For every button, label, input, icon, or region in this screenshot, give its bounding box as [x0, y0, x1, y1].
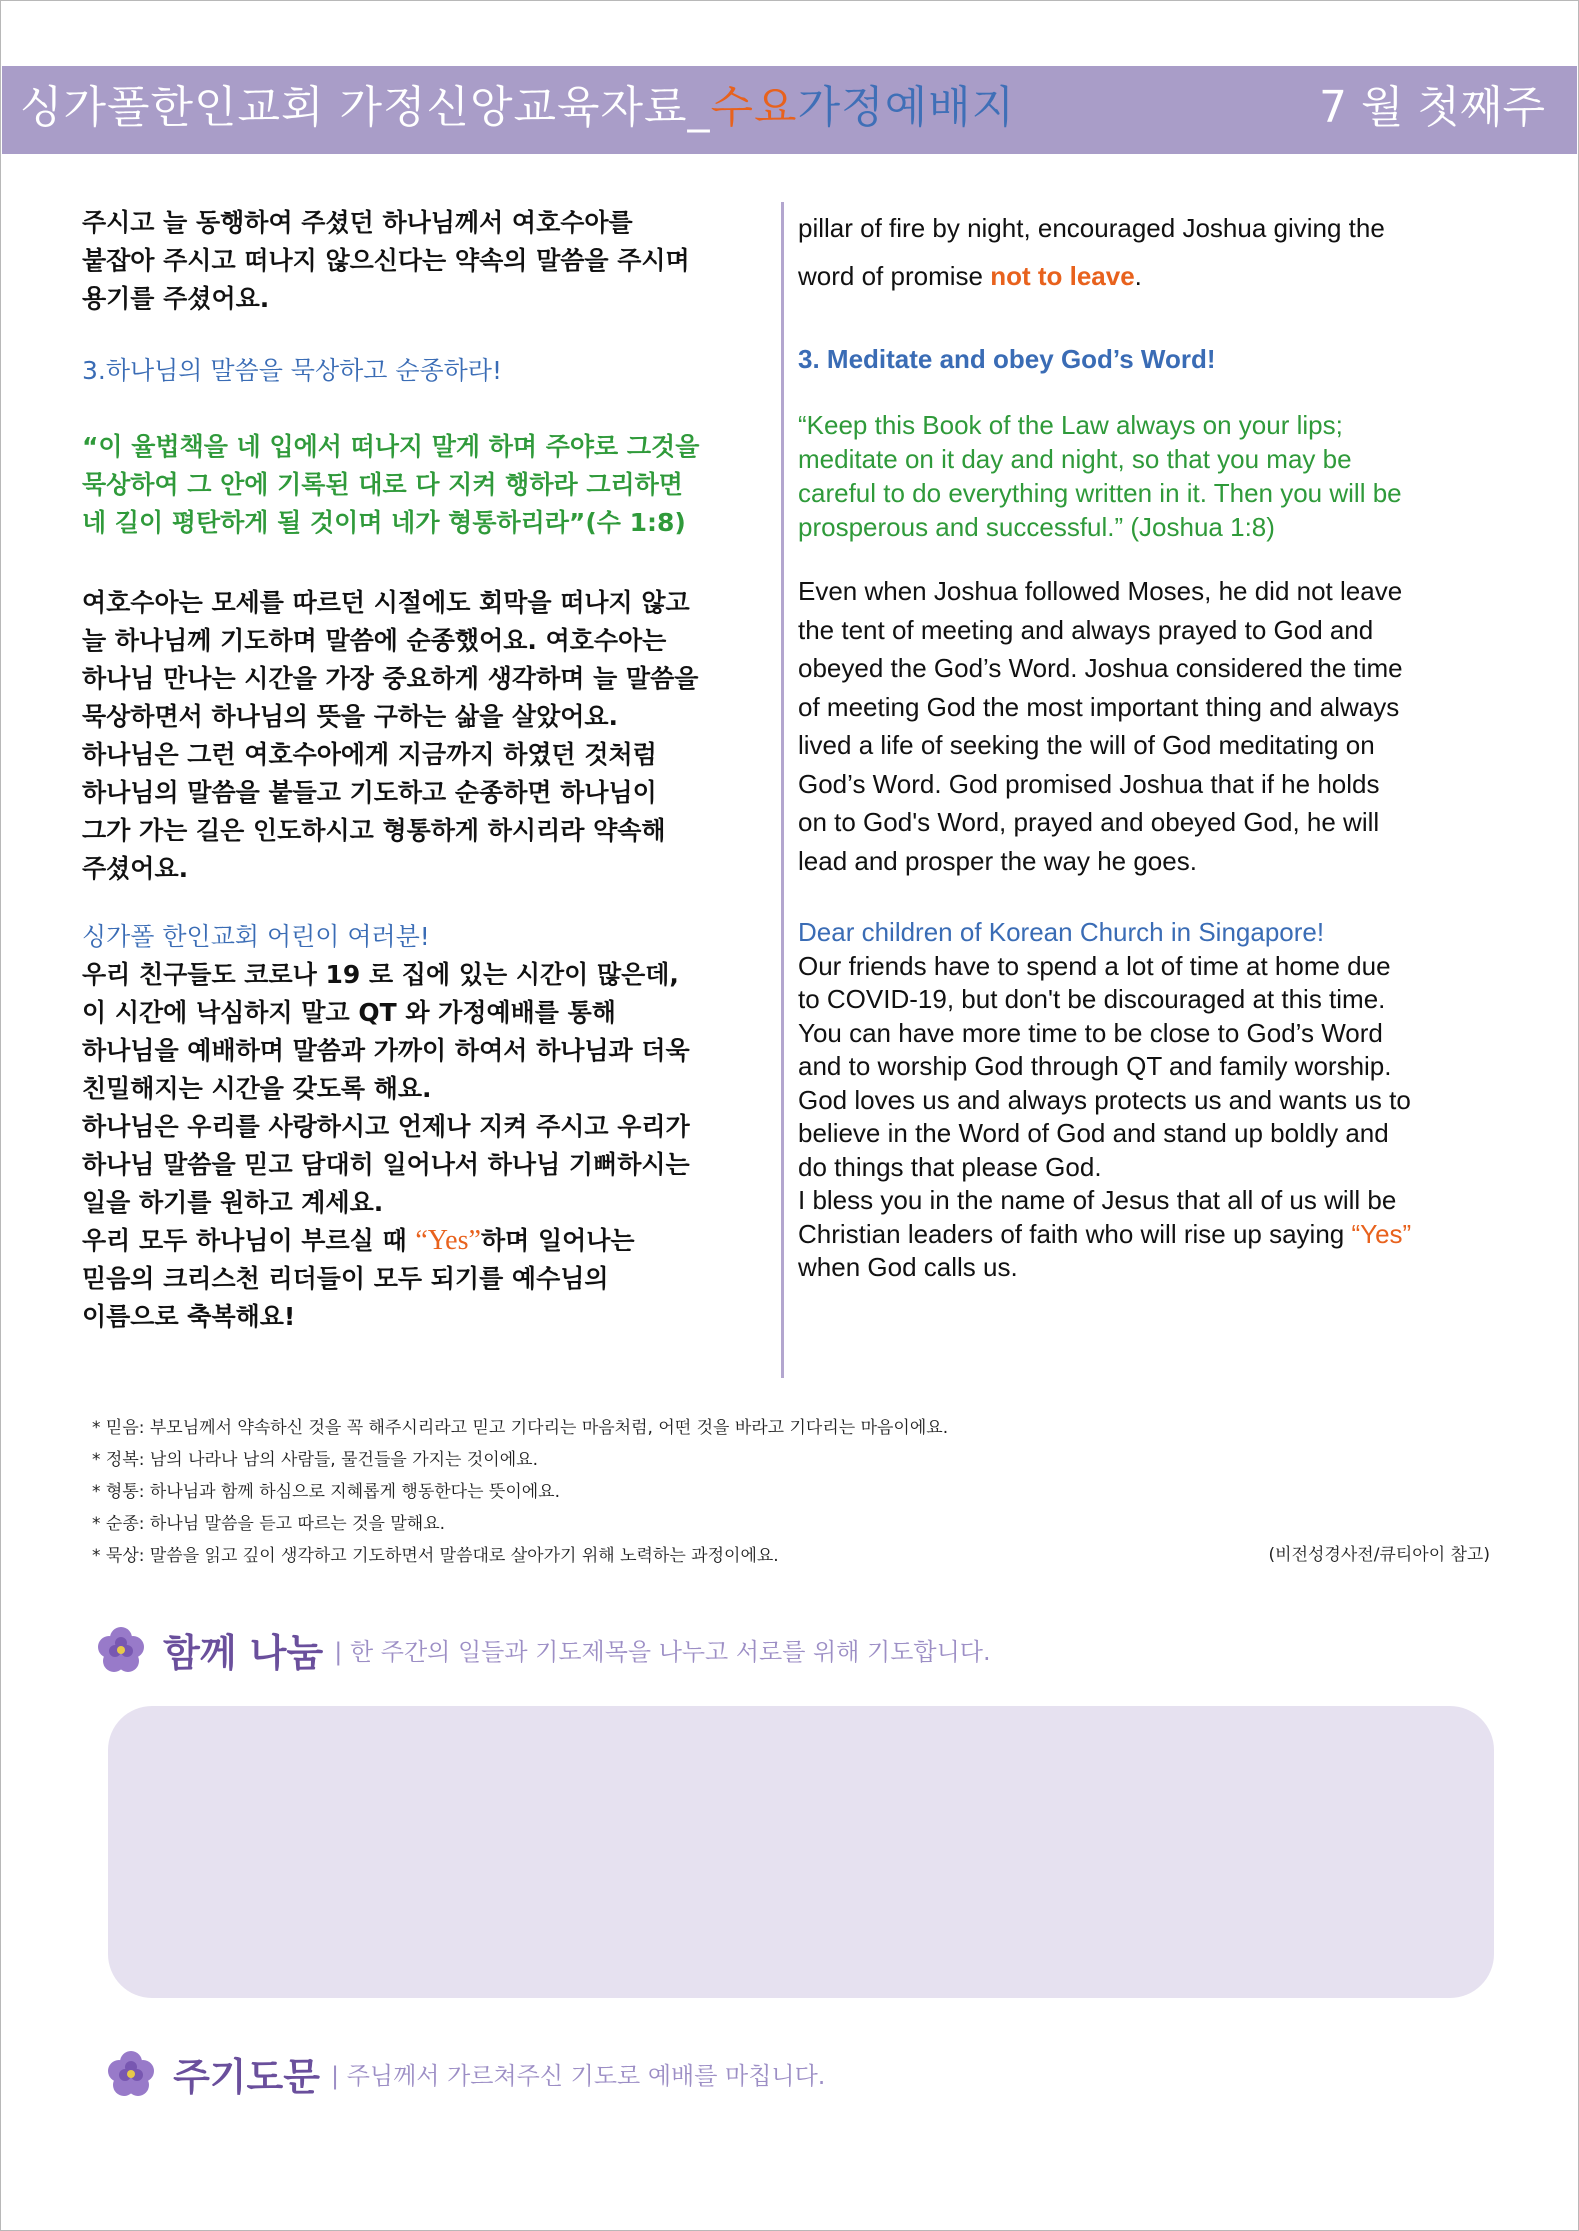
text-line: “Keep this Book of the Law always on your lips;	[798, 410, 1343, 440]
text-line: 주시고 늘 동행하여 주셨던 하나님께서 여호수아를	[82, 208, 633, 237]
text-line: on to God's Word, prayed and obeyed God, he will	[798, 807, 1380, 837]
text-line: You can have more time to be close to God’s Word	[798, 1017, 1383, 1048]
right-closing	[798, 916, 1498, 1285]
text-line: 여호수아는 모세를 따르던 시절에도 회막을 떠나지 않고	[82, 588, 690, 617]
text-line: 하나님은 우리를 사랑하시고 언제나 지켜 주시고 우리가	[82, 1112, 690, 1141]
glossary-reference: (비전성경사전/큐티아이 참고)	[1268, 1545, 1490, 1565]
yes-highlight: “Yes”	[415, 1225, 481, 1256]
right-greeting: Dear children of Korean Church in Singapore!	[798, 917, 1325, 947]
sharing-notes-box[interactable]	[108, 1706, 1494, 1998]
text-line: of meeting God the most important thing and always	[798, 691, 1400, 722]
text-line: believe in the Word of God and stand up boldly and	[798, 1118, 1389, 1148]
text-line: pillar of fire by night, encouraged Joshua giving the	[798, 213, 1385, 243]
text-line: Our friends have to spend a lot of time at home due	[798, 950, 1391, 981]
text-line: 이 시간에 낙심하지 말고 QT 와 가정예배를 통해	[82, 998, 616, 1027]
left-para3	[82, 956, 772, 1222]
text-line: 묵상하여 그 안에 기록된 대로 다 지켜 행하라 그리하면	[82, 470, 683, 499]
text-line: 늘 하나님께 기도하며 말씀에 순종했어요. 여호수아는	[82, 626, 667, 655]
left-verse	[82, 428, 772, 542]
sharing-heading	[96, 1622, 991, 1677]
text-line: the tent of meeting and always prayed to God and	[798, 614, 1374, 645]
text-line: 하나님 만나는 시간을 가장 중요하게 생각하며 늘 말씀을	[82, 664, 699, 693]
yes-highlight: “Yes”	[1351, 1218, 1412, 1249]
right-heading-3: 3. Meditate and obey God’s Word!	[798, 344, 1216, 374]
korean-column	[82, 204, 772, 1336]
glossary-item: * 묵상: 말씀을 읽고 깊이 생각하고 기도하면서 말씀대로 살아가기 위해 노력하는 과정이에요.	[92, 1546, 779, 1566]
english-column	[798, 204, 1498, 1285]
text-line: lead and prosper the way he goes.	[798, 845, 1197, 876]
sharing-title: 함께 나눔	[163, 1631, 324, 1675]
text-line: and to worship God through QT and family worship.	[798, 1051, 1392, 1081]
left-greeting: 싱가폴 한인교회 어린이 여러분!	[82, 922, 430, 951]
text-line: 일을 하기를 원하고 계세요.	[82, 1188, 384, 1217]
title-orange: 수요	[710, 82, 798, 133]
text-line: 하나님을 예배하며 말씀과 가까이 하여서 하나님과 더욱	[82, 1036, 690, 1065]
text-line: 믿음의 크리스천 리더들이 모두 되기를 예수님의	[82, 1264, 609, 1293]
text-line: do things that please God.	[798, 1151, 1102, 1182]
header-band	[2, 66, 1577, 154]
flower-icon	[96, 1625, 146, 1675]
sharing-subtitle: | 한 주간의 일들과 기도제목을 나누고 서로를 위해 기도합니다.	[334, 1638, 991, 1666]
not-to-leave-highlight: not to leave	[990, 261, 1135, 291]
text-line	[798, 1218, 1498, 1252]
text-line	[798, 252, 1498, 300]
text-line: 하나님의 말씀을 붙들고 기도하고 순종하면 하나님이	[82, 778, 657, 807]
text-line: 용기를 주셨어요.	[82, 284, 270, 313]
text-line: to COVID-19, but don't be discouraged at this time.	[798, 984, 1386, 1014]
text-line: God loves us and always protects us and wants us to	[798, 1084, 1411, 1115]
text-line: “이 율법책을 네 입에서 떠나지 말게 하며 주야로 그것을	[82, 432, 700, 461]
text-line: 네 길이 평탄하게 될 것이며 네가 형통하리라”(수 1:8)	[82, 508, 686, 537]
glossary-item: * 순종: 하나님 말씀을 듣고 따르는 것을 말해요.	[92, 1514, 446, 1534]
title-blue: 가정예배지	[797, 82, 1016, 133]
page-title	[20, 76, 1015, 140]
text-span: 우리 모두 하나님이 부르실 때	[82, 1226, 416, 1255]
text-span: .	[1134, 261, 1142, 291]
week-label: 7 월 첫째주	[1319, 82, 1545, 133]
text-line: careful to do everything written in it. Then you will be	[798, 478, 1402, 508]
text-line: prosperous and successful.” (Joshua 1:8)	[798, 512, 1275, 542]
glossary-item: * 형통: 하나님과 함께 하심으로 지혜롭게 행동한다는 뜻이에요.	[92, 1482, 561, 1502]
text-line	[82, 1222, 772, 1260]
text-line: 묵상하면서 하나님의 뜻을 구하는 삶을 살았어요.	[82, 702, 619, 731]
right-para2	[798, 572, 1498, 880]
flower-icon	[106, 2049, 156, 2099]
text-line: God’s Word. God promised Joshua that if he holds	[798, 768, 1380, 799]
text-line: when God calls us.	[798, 1252, 1018, 1282]
text-line: 하나님은 그런 여호수아에게 지금까지 하였던 것처럼	[82, 740, 657, 769]
glossary-item: * 믿음: 부모님께서 약속하신 것을 꼭 해주시리라고 믿고 기다리는 마음처럼, 어떤 것을 바라고 기다리는 마음이에요.	[92, 1418, 949, 1438]
text-line: Even when Joshua followed Moses, he did not leave	[798, 576, 1403, 606]
text-line: 이름으로 축복해요!	[82, 1302, 296, 1331]
left-para2	[82, 584, 772, 888]
text-line: 친밀해지는 시간을 갖도록 해요.	[82, 1074, 432, 1103]
text-line: 붙잡아 주시고 떠나지 않으신다는 약속의 말씀을 주시며	[82, 246, 690, 275]
glossary-item: * 정복: 남의 나라나 남의 사람들, 물건들을 가지는 것이에요.	[92, 1450, 538, 1470]
right-para1	[798, 204, 1498, 300]
text-span: 하며 일어나는	[480, 1226, 635, 1255]
prayer-heading	[106, 2046, 825, 2101]
text-span: word of promise	[798, 261, 991, 291]
text-line: 하나님 말씀을 믿고 담대히 일어나서 하나님 기뻐하시는	[82, 1150, 690, 1179]
left-para4	[82, 1222, 772, 1336]
column-divider	[781, 202, 784, 1378]
text-line: 우리 친구들도 코로나 19 로 집에 있는 시간이 많은데,	[82, 960, 679, 989]
text-line: I bless you in the name of Jesus that all of us will be	[798, 1185, 1397, 1215]
title-main: 싱가폴한인교회 가정신앙교육자료_	[20, 82, 711, 133]
text-line: meditate on it day and night, so that you may be	[798, 444, 1352, 474]
glossary-notes	[92, 1412, 1492, 1572]
left-heading-3: 3.하나님의 말씀을 묵상하고 순종하라!	[82, 356, 502, 385]
right-verse	[798, 408, 1498, 544]
text-line: 그가 가는 길은 인도하시고 형통하게 하시리라 약속해	[82, 816, 666, 845]
prayer-title: 주기도문	[173, 2055, 320, 2099]
left-para1	[82, 204, 772, 318]
text-line: lived a life of seeking the will of God meditating on	[798, 730, 1375, 760]
text-line: 주셨어요.	[82, 854, 189, 883]
prayer-subtitle: | 주님께서 가르쳐주신 기도로 예배를 마칩니다.	[331, 2062, 826, 2090]
text-line: obeyed the God’s Word. Joshua considered the time	[798, 653, 1403, 683]
text-span: Christian leaders of faith who will rise up saying	[798, 1218, 1352, 1249]
